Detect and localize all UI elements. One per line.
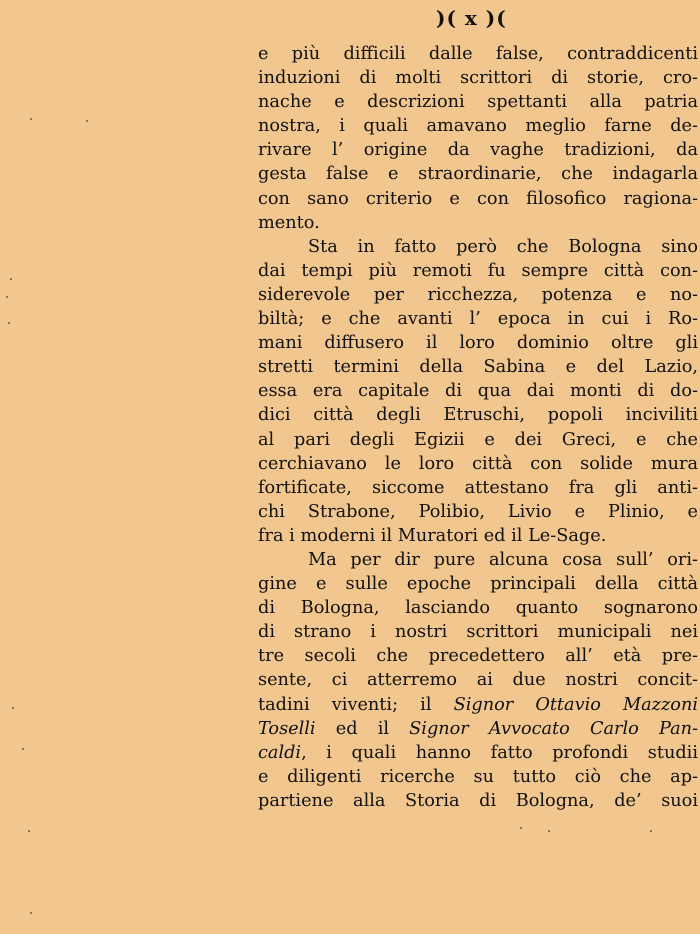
text-line: chi Strabone, Polibio, Livio e Plinio, e: [258, 501, 698, 522]
speck: [8, 322, 10, 324]
text-line: e più difficili dalle false, contraddicenti: [258, 44, 698, 64]
speck: [10, 278, 12, 280]
speck: [86, 120, 88, 122]
text-line: sente, ci atterremo ai due nostri concit-: [258, 670, 698, 691]
text-line: e diligenti ricerche su tutto ciò che ap-: [258, 766, 698, 787]
text-line: essa era capitale di qua dai monti di do-: [258, 381, 698, 402]
text-line: caldi, i quali hanno fatto profondi studii: [258, 742, 698, 763]
text-line: biltà; e che avanti l’ epoca in cui i Ro-: [258, 309, 698, 330]
text-line: mani diffusero il loro dominio oltre gli: [258, 333, 698, 354]
text-line: dai tempi più remoti fu sempre città con-: [258, 260, 698, 281]
text-line: nache e descrizioni spettanti alla patria: [258, 92, 698, 113]
text-line: rivare l’ origine da vaghe tradizioni, da: [258, 140, 698, 161]
text-line: dici città degli Etruschi, popoli inciviliti: [258, 405, 698, 426]
speck: [548, 830, 550, 832]
text-line: di strano i nostri scrittori municipali nei: [258, 622, 698, 643]
text-line: siderevole per ricchezza, potenza e no-: [258, 284, 698, 305]
text-line: gesta false e straordinarie, che indagarla: [258, 164, 698, 185]
text-line: tadini viventi; il Signor Ottavio Mazzoni: [258, 694, 699, 715]
speck: [22, 748, 24, 750]
page-header: )( x )(: [436, 6, 507, 30]
text-line: Toselli ed il Signor Avvocato Carlo Pan-: [258, 718, 698, 739]
text-line: di Bologna, lasciando quanto sognarono: [258, 598, 698, 619]
text-line: gine e sulle epoche principali della città: [258, 574, 698, 595]
text-line: al pari degli Egizii e dei Greci, e che: [258, 429, 698, 450]
speck: [6, 296, 8, 298]
speck: [28, 830, 30, 832]
text-line: partiene alla Storia di Bologna, de’ suoi: [258, 790, 698, 811]
speck: [30, 912, 32, 914]
text-line: fortificate, siccome attestano fra gli anti-: [258, 477, 698, 498]
text-line: Ma per dir pure alcuna cosa sull’ ori-: [308, 549, 698, 570]
text-block: [258, 42, 698, 813]
text-line: mento.: [258, 212, 320, 233]
speck: [650, 830, 652, 832]
text-line: nostra, i quali amavano meglio farne de-: [258, 116, 698, 137]
text-line: Sta in fatto però che Bologna sino: [308, 236, 698, 257]
text-line: induzioni di molti scrittori di storie, cro-: [258, 68, 698, 89]
text-line: fra i moderni il Muratori ed il Le-Sage.: [258, 525, 607, 546]
speck: [12, 707, 14, 709]
text-line: tre secoli che precedettero all’ età pre-: [258, 646, 698, 667]
speck: [520, 827, 522, 829]
text-line: stretti termini della Sabina e del Lazio,: [258, 357, 698, 378]
speck: [30, 118, 32, 120]
text-line: cerchiavano le loro città con solide mura: [258, 453, 698, 474]
text-line: con sano criterio e con filosofico ragiona-: [258, 188, 698, 209]
